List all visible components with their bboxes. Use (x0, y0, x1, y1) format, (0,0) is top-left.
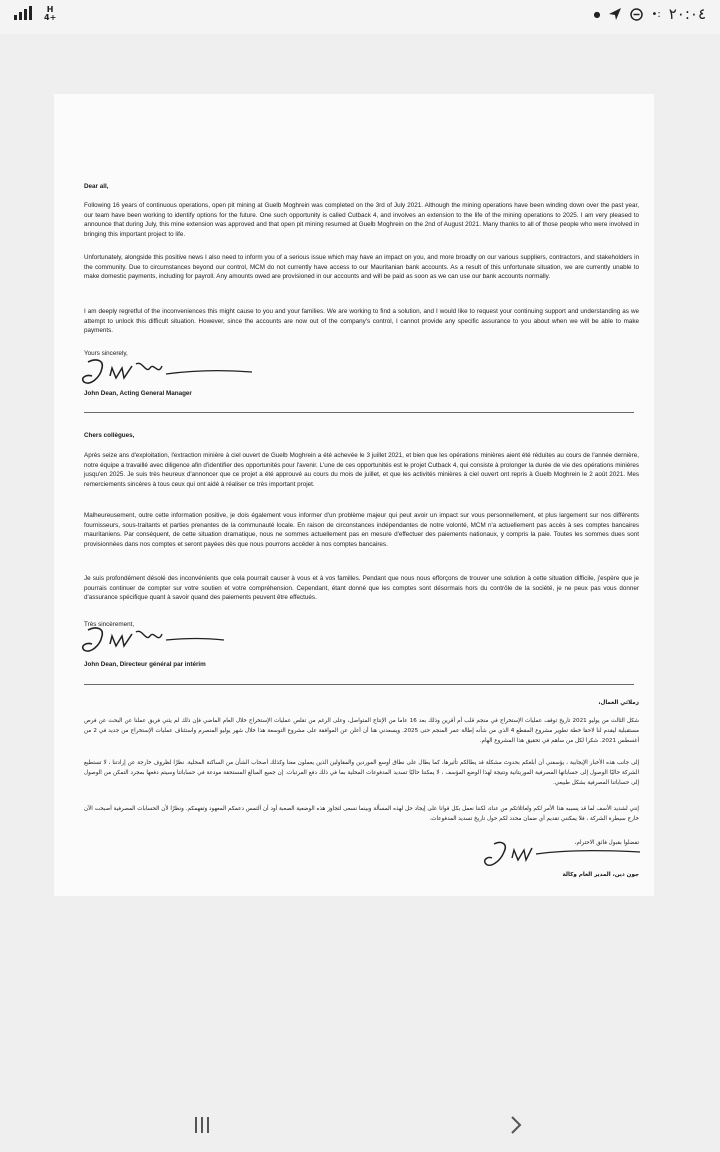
divider-1 (84, 412, 634, 413)
en-salutation: Dear all, (84, 183, 109, 190)
fr-paragraph-3: Je suis profondément désolé des inconvénients que cela pourrait causer à vous et à vos familles. Pendant que nous nous efforçons de trouver une solution à cette situation difficile, j'espère que je pourrais continuer de compter sur votre soutien et votre compréhension. Cependant, étant donné que les comptes sont désormais hors du contrôle de la société, je ne peux pas vous donner d'assurance spécifique quant à savoir quand des paiements peuvent être effectués. (84, 575, 639, 601)
en-paragraph-1: Following 16 years of continuous operations, open pit mining at Guelb Moghrein was completed on the 3rd of July 2021. Although the mining operations have been winding down over the past year, our team have been working to identify options for the future. One such opportunity is called Cutback 4, and involves an extension to the life of the mining operations to 2025. I am very pleased to announce that during July, this mine extension was approved and that open pit mining resumed at Guelb Moghrein on the 2nd of August 2021. Many thanks to all of those people who were involved in bringing this important project to life. (84, 202, 639, 238)
home-button[interactable] (340, 1110, 380, 1140)
status-right (593, 5, 706, 23)
letter-document (54, 94, 654, 896)
ar-signature-image (474, 840, 644, 874)
ar-paragraph-2: إلى جانب هذه الأخبار الإيجابية ، يؤسفني أن أبلغكم بحدوث مشكلة قد يطالكم تأثيرها، كما يطال على نطاق أوسع الموردين والمقاولين الذين يعملون معنا وكذلك أصحاب الشأن من الساكنة المحلية. نظرًا لظروف خارجة عن إرادتنا ، لا تستطيع الشركة حاليًا الوصول إلى حساباتها المصرفية الموريتانية ونتيجة لهذا الوضع المؤسف ، لا يمكننا حاليًا تسديد المدفوعات المحلية بما في ذلك دفع المرتبات. إن جميع المبالغ المستحقة مودعة في حساباتنا وسيتم دفعها بمجرد التمكن من الوصول إلى حساباتنا المصرفية بشكل طبيعي. (84, 760, 639, 786)
forward-button[interactable] (496, 1110, 536, 1140)
ar-closing: تفضلوا بقبول فائق الاحترام، (574, 840, 639, 846)
home-icon (345, 1110, 375, 1140)
ar-paragraph-3: إنني لشديد الأسف لما قد يسببه هذا الأمر لكم ولعائلاتكم من عناء، لكننا نعمل بكل قوانا على إيجاد حل لهذه المسألة وبينما نسعى لتجاوز هذه الوضعية الصعبة أود أن ألتمس دعمكم المعهود وتفهمكم. ونظرًا لأن الحسابات المصرفية أصبحت الآن خارج سيطرة الشركة ، فلا يمكنني تقديم أي ضمان محدد لكم حول تاريخ تسديد المدفوعات. (84, 806, 639, 822)
ar-signatory: جون دين، المدير العام وكالة (562, 872, 639, 878)
recent-apps-button[interactable] (182, 1110, 222, 1140)
dots-icon: •: (651, 8, 661, 20)
recent-apps-icon (193, 1116, 211, 1134)
network-type-icon: H 4+ (44, 5, 57, 22)
location-icon (608, 7, 622, 21)
en-paragraph-3: I am deeply regretful of the inconveniences this might cause to you and your families. We are working to find a solution, and I would like to request your continuing support and understanding as we attempt to unlock this difficult situation. However, since the accounts are now out of the company's control, I cannot provide any specific assurance to you about when we will be able to make payments. (84, 308, 639, 334)
fr-salutation: Chers collègues, (84, 432, 135, 439)
fr-signature-image (76, 624, 256, 664)
en-paragraph-2: Unfortunately, alongside this positive news I also need to inform you of a serious issue which may have an impact on you, and more broadly on our various suppliers, contractors, and stakeholders in the community. Due to circumstances beyond our control, MCM do not currently have access to our Mauritanian bank accounts. As a result of this unfortunate situation, we are currently unable to make domestic payments, including for payroll. Any amounts owed are provisioned in our accounts and will be paid as soon as we can use our bank accounts normally. (84, 254, 639, 280)
divider-2 (84, 684, 634, 685)
fr-signatory: John Dean, Directeur général par intérim (84, 661, 206, 668)
fr-paragraph-2: Malheureusement, outre cette information positive, je dois également vous informer d'un problème majeur qui peut avoir un impact sur vous personnellement, et plus largement sur nos différents fournisseurs, sous-traitants et parties prenantes de la communauté locale. En raison de circonstances indépendantes de notre volonté, MCM n'a actuellement pas accès à ses comptes bancaires mauritaniens. Par conséquent, de cette situation dramatique, nous ne sommes actuellement pas en mesure d'effectuer des paiements nationaux, y compris la paie. Toutes les sommes dues sont provisionnées dans nos comptes et seront payées dès que nous pourrons accéder à nos comptes bancaires. (84, 512, 639, 548)
en-closing: Yours sincerely, (84, 350, 128, 357)
navigation-bar (0, 1102, 720, 1152)
clock: ٢٠:٠٤ (668, 5, 706, 23)
en-signatory: John Dean, Acting General Manager (84, 390, 192, 397)
fr-closing: Très sincèrement, (84, 621, 135, 628)
ar-paragraph-1: شكل الثالث من يوليو 2021 تاريخ توقف عمليات الإستخراج في منجم قلب أم أقرين وذلك بعد 16 عاما من الإنتاج المتواصل، وعلى الرغم من تقلص عمليات الإستخراج خلال العام الماضي فإن ذلك لم يثني فريق عملنا عن البحث عن فرص مستقبلية ليقدم لنا لاحقا خطة تطوير مشروع المقطع 4 الذي من شأنه إطالة عمر المنجم حتى 2025. ويسعدني هنا أن أعلن عن الموافقة على مشروع التوسعة هذا خلال شهر يوليو المنصرم واستئناف عمليات الإستخراج من جديد في 2 من أغسطس 2021. شكرا لكل من ساهم في تحقيق هذا المشروع الهام. (84, 718, 639, 744)
fr-paragraph-1: Après seize ans d'exploitation, l'extraction minière à ciel ouvert de Guelb Moghrein a été achevée le 3 juillet 2021, et bien que les opérations minières aient été réduites au cours de l'année dernière, notre équipe a travaillé avec diligence afin d'identifier des opportunités pour l'avenir. L'une de ces opportunités est le projet Cutback 4, qui consiste à prolonger la durée de vie des opérations minières jusqu'en 2025. Je suis très heureux d'annoncer que ce projet a été approuvé au cours du mois de juillet, et que les activités minières à ciel ouvert ont repris à Guelb Moghrein le 2 août 2021. Mes remerciements sincères à tous ceux qui ont aidé à réaliser ce très important projet. (84, 452, 639, 488)
signal-icon (14, 6, 36, 20)
status-bar (0, 0, 720, 34)
status-left (14, 6, 56, 22)
minus-circle-icon (630, 8, 643, 21)
ar-salutation: زملائي العمال، (598, 700, 639, 706)
dot-icon: ● (593, 9, 601, 19)
forward-icon (509, 1115, 523, 1135)
